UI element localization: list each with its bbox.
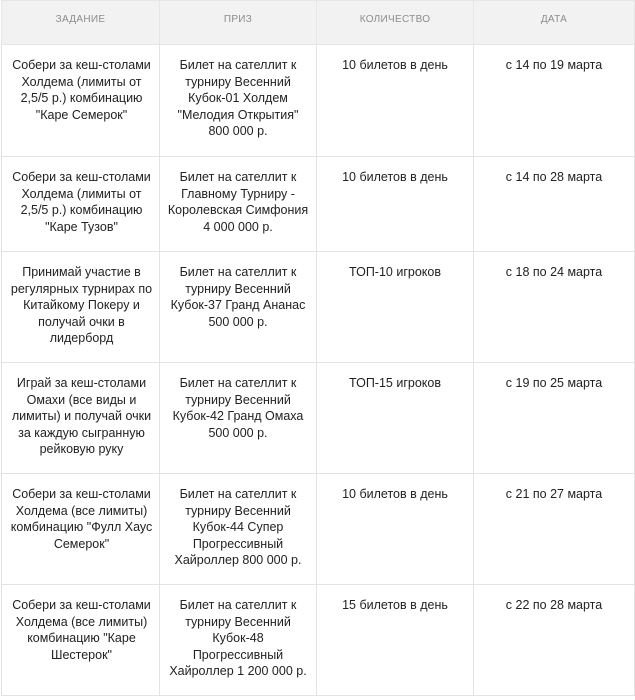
prize-cell: Билет на сателлит к турниру Весенний Кубок-48 Прогрессивный Хайроллер 1 200 000 р. [160, 585, 317, 696]
table-row [2, 363, 635, 474]
quantity-cell: 10 билетов в день [317, 474, 474, 585]
task-cell: Собери за кеш-столами Холдема (лимиты от 2,5/5 р.) комбинацию "Каре Семерок" [2, 45, 160, 157]
date-cell: с 14 по 19 марта [474, 45, 635, 157]
quantity-cell: ТОП-15 игроков [317, 363, 474, 474]
date-cell: с 22 по 28 марта [474, 585, 635, 696]
date-cell: с 19 по 25 марта [474, 363, 635, 474]
header-quantity: КОЛИЧЕСТВО [317, 1, 474, 45]
prize-cell: Билет на сателлит к Главному Турниру - Королевская Симфония 4 000 000 р. [160, 157, 317, 252]
header-prize: ПРИЗ [160, 1, 317, 45]
quantity-cell: 15 билетов в день [317, 585, 474, 696]
promotions-table [1, 0, 635, 696]
header-task: ЗАДАНИЕ [2, 1, 160, 45]
prize-cell: Билет на сателлит к турниру Весенний Кубок-37 Гранд Ананас 500 000 р. [160, 252, 317, 363]
task-cell: Собери за кеш-столами Холдема (лимиты от 2,5/5 р.) комбинацию "Каре Тузов" [2, 157, 160, 252]
prize-cell: Билет на сателлит к турниру Весенний Кубок-44 Супер Прогрессивный Хайроллер 800 000 р. [160, 474, 317, 585]
prize-cell: Билет на сателлит к турниру Весенний Кубок-01 Холдем "Мелодия Открытия" 800 000 р. [160, 45, 317, 157]
quantity-cell: 10 билетов в день [317, 157, 474, 252]
quantity-cell: ТОП-10 игроков [317, 252, 474, 363]
task-cell: Играй за кеш-столами Омахи (все виды и лимиты) и получай очки за каждую сыгранную рейковую руку [2, 363, 160, 474]
date-cell: с 21 по 27 марта [474, 474, 635, 585]
table-row [2, 157, 635, 252]
quantity-cell: 10 билетов в день [317, 45, 474, 157]
task-cell: Собери за кеш-столами Холдема (все лимиты) комбинацию "Фулл Хаус Семерок" [2, 474, 160, 585]
date-cell: с 14 по 28 марта [474, 157, 635, 252]
date-cell: с 18 по 24 марта [474, 252, 635, 363]
task-cell: Собери за кеш-столами Холдема (все лимиты) комбинацию "Каре Шестерок" [2, 585, 160, 696]
task-cell: Принимай участие в регулярных турнирах по Китайкому Покеру и получай очки в лидерборд [2, 252, 160, 363]
table-row [2, 474, 635, 585]
table-header-row [2, 1, 635, 45]
header-date: ДАТА [474, 1, 635, 45]
table-row [2, 585, 635, 696]
table-row [2, 252, 635, 363]
prize-cell: Билет на сателлит к турниру Весенний Кубок-42 Гранд Омаха 500 000 р. [160, 363, 317, 474]
table-row [2, 45, 635, 157]
